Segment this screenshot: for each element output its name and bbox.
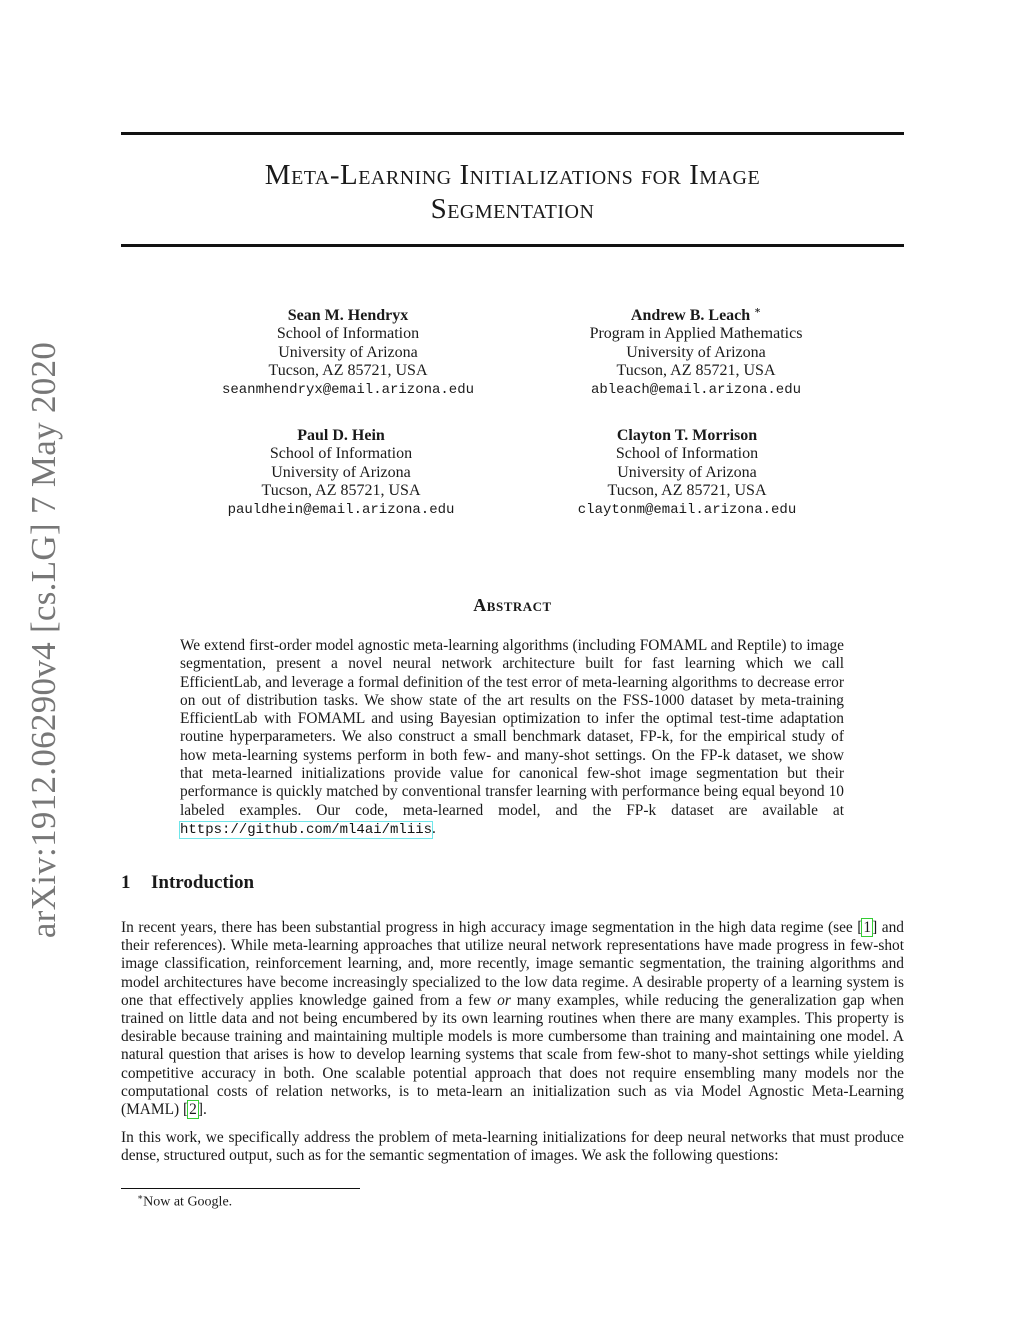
title-line-2: Segmentation [430,193,595,225]
footnote-rule [121,1188,360,1189]
abstract-heading: Abstract [473,595,552,615]
paper-title [121,158,904,226]
author-name: Andrew B. Leach ∗ [630,305,762,324]
author-university: University of Arizona [617,463,757,481]
emphasis-or: or [497,991,511,1009]
footnote-text: Now at Google. [143,1194,233,1210]
author-block-leach [546,307,846,399]
author-affiliation: Program in Applied Mathematics [589,325,803,343]
author-affiliation: School of Information [615,445,759,463]
footnote-marker[interactable]: ∗ [754,305,762,317]
footnote [137,1192,232,1211]
author-email[interactable]: pauldhein@email.arizona.edu [227,501,455,518]
citation-link-1[interactable]: 1 [863,919,872,936]
arxiv-stamp: arXiv:1912.06290v4 [cs.LG] 7 May 2020 [24,341,63,939]
author-university: University of Arizona [271,463,411,481]
abstract-text: We extend first-order model agnostic meta-learning algorithms (including FOMAML and Reptile) to image segmentation, present a novel neural network architecture built for fast learning which we call EfficientLab, and leverage a formal definition of the test error of meta-learning algorithms to decrease error on out of distribution tasks. We show state of the art results on the FSS-1000 dataset by meta-training EfficientLab with FOMAML and using Bayesian optimization to infer the optimal test-time adaptation routine hyperparameters. We also construct a small benchmark dataset, FP-k, for the empirical study of how meta-learning systems perform in both few- and many-shot settings. On the FP-k dataset, we show that meta-learned initializations provide value for canonical few-shot image segmentation but their performance is quickly matched by conventional transfer learning with performance being equal beyond 10 labeled examples. Our code, meta-learned model, and the FP-k dataset are available at [180,637,844,819]
author-email[interactable]: ableach@email.arizona.edu [590,381,802,398]
section-number: 1 [121,872,131,893]
author-name: Sean M. Hendryx [287,307,409,324]
title-line-1: Meta-Learning Initializations for Image [264,159,761,191]
code-repository-link[interactable]: https://github.com/ml4ai/mliis [180,821,433,838]
abstract-end: . [432,819,436,837]
intro-paragraph-1: In recent years, there has been substantial progress in high accuracy image segmentation in the high data regime (see [1] and their references). While meta-learning approaches that utilize neural network representations have made progress in few-shot image classification, reinforcement learning, and, more recently, image semantic segmentation, the training algorithms and model architectures have become increasingly specialized to the low data regime. A desirable property of a learning system is one that effectively applies knowledge gained from a few or many examples, while reducing the generalization gap when trained on little data and not being encumbered by its own learning routines when there are many examples. This property is desirable because training and maintaining multiple models is more cumbersome than training and maintaining one model. A natural question that arises is how to develop learning systems that scale from few-shot to many-shot settings while yielding competitive accuracy in both. One scalable potential approach that does not require ensembling many models nor the computational costs of relation networks, is to meta-learn an initialization such as via Model Agnostic Meta-Learning (MAML) [2]. [121,919,904,1119]
author-address: Tucson, AZ 85721, USA [261,482,421,500]
author-block-morrison [537,427,837,519]
footnote-mark: ∗ [137,1192,144,1202]
author-block-hendryx [198,307,498,399]
author-email[interactable]: claytonm@email.arizona.edu [577,501,797,518]
citation-link-2[interactable]: 2 [189,1101,197,1119]
section-title: Introduction [151,872,255,893]
author-address: Tucson, AZ 85721, USA [607,482,767,500]
author-affiliation: School of Information [276,325,420,343]
section-heading-introduction [121,872,254,894]
author-affiliation: School of Information [269,445,413,463]
author-name: Paul D. Hein [297,427,385,444]
author-email[interactable]: seanmhendryx@email.arizona.edu [221,381,475,398]
author-address: Tucson, AZ 85721, USA [268,362,428,380]
abstract-body [180,637,844,839]
title-bottom-rule [121,244,904,247]
author-name: Clayton T. Morrison [616,427,758,444]
title-top-rule [121,132,904,135]
author-block-hein [191,427,491,519]
author-university: University of Arizona [278,343,418,361]
author-university: University of Arizona [626,343,766,361]
author-address: Tucson, AZ 85721, USA [616,362,776,380]
intro-paragraph-2: In this work, we specifically address the problem of meta-learning initializations for deep neural networks that must produce dense, structured output, such as for the semantic segmentation of images. We ask the following questions: [121,1129,904,1165]
